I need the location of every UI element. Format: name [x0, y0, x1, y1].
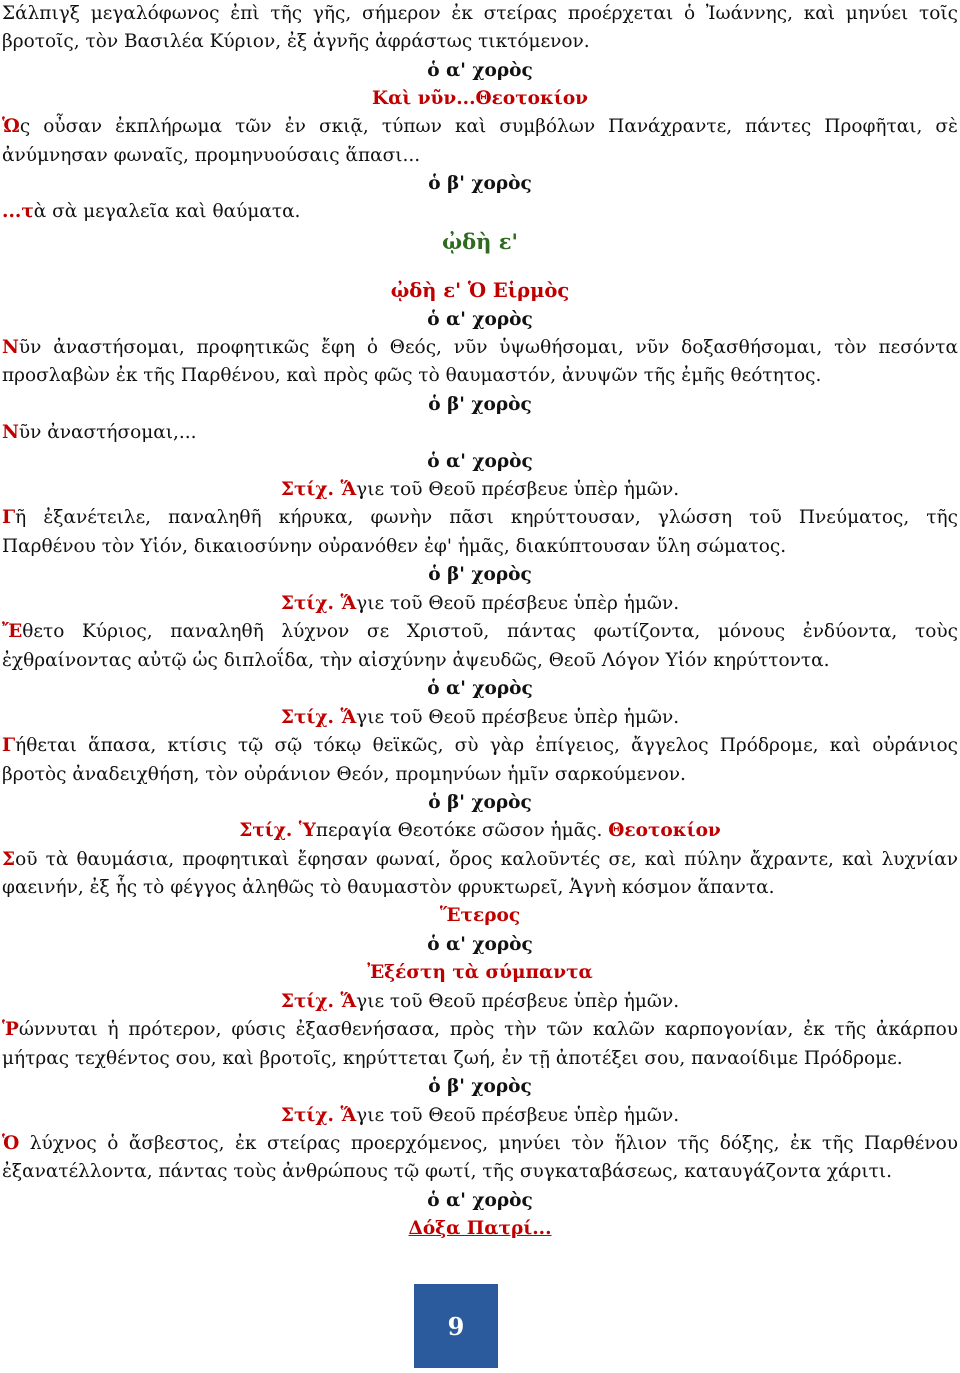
hymn-text: ῦν ἀναστήσομαι, προφητικῶς ἔφη ὁ Θεός, νῦν ὑψωθήσομαι, νῦν δοξασθήσομαι, τὸν πεσόντα: [18, 337, 958, 358]
choir-label: ὁ β' χορὸς: [428, 173, 532, 194]
centered-line: [0, 391, 960, 419]
justified-line: [2, 618, 958, 646]
rubric-text: Ἅ: [340, 1105, 357, 1126]
choir-label: ὁ β' χορὸς: [428, 564, 532, 585]
centered-line: [0, 561, 960, 589]
rubric-text: Ἅ: [340, 991, 357, 1012]
text-line: [2, 28, 960, 56]
rubric-text: Καὶ νῦν...Θεοτοκίον: [371, 88, 589, 109]
rubric-text: Γ: [2, 735, 16, 756]
justified-line: [2, 0, 958, 28]
hymn-text: Σάλπιγξ μεγαλόφωνος ἐπὶ τῆς γῆς, σήμερον ἐκ στείρας προέρχεται ὁ Ἰωάννης, καὶ μηνύει τοῖς: [2, 3, 958, 24]
rubric-text: Δόξα Πατρί...: [408, 1218, 552, 1239]
hymn-text: μήτρας τεχθέντος σου, καὶ βροτοῖς, κηρύττεται ζωή, ἐν τῇ ἀποτέξει σου, παναοίδιμε Πρόδρομε.: [2, 1048, 903, 1069]
centered-line: [0, 590, 960, 618]
rubric-text: Ἔ: [2, 621, 23, 642]
choir-label: ὁ α' χορὸς: [427, 309, 533, 330]
centered-line: [0, 1073, 960, 1101]
centered-line: [0, 85, 960, 113]
rubric-text: Ῥ: [2, 1019, 19, 1040]
rubric-text: Σ: [2, 849, 16, 870]
hymn-text: γιε τοῦ Θεοῦ πρέσβευε ὑπὲρ ἡμῶν.: [356, 479, 680, 500]
text-line: [2, 1045, 960, 1073]
rubric-text: Ὡ: [2, 116, 20, 137]
text-line: [2, 761, 960, 789]
centered-line: [0, 988, 960, 1016]
centered-line: [0, 817, 960, 845]
justified-line: [2, 504, 958, 532]
rubric-text: Ὁ: [2, 1133, 20, 1154]
hymn-text: ἐχθραίνοντας αὐτῷ ὡς διπλοΐδα, τὴν αἰσχύνην ἀψευδῶς, Θεοῦ Λόγον Υἱόν κηρύττοντα.: [2, 650, 830, 671]
text-line: [2, 142, 960, 170]
centered-line: [0, 1187, 960, 1215]
hymn-text: ὰ σὰ μεγαλεῖα καὶ θαύματα.: [33, 201, 301, 222]
hymn-text: ῦν ἀναστήσομαι,...: [18, 422, 197, 443]
rubric-text: Ὑ: [298, 820, 316, 841]
text-line: [2, 874, 960, 902]
justified-line: [2, 1130, 958, 1158]
choir-label: ὁ α' χορὸς: [427, 1190, 533, 1211]
justified-line: [2, 1016, 958, 1044]
hymn-text: βροτοῖς, τὸν Βασιλέα Κύριον, ἐξ ἁγνῆς ἀφράστως τικτόμενον.: [2, 31, 590, 52]
centered-line: [0, 675, 960, 703]
choir-label: ὁ β' χορὸς: [428, 1076, 532, 1097]
text-line: [2, 419, 960, 447]
centered-line: [0, 306, 960, 334]
rubric-text: Στίχ.: [280, 991, 341, 1012]
choir-label: ὁ β' χορὸς: [428, 394, 532, 415]
rubric-text: Στίχ.: [280, 593, 341, 614]
centered-line: [0, 931, 960, 959]
centered-line: [0, 704, 960, 732]
rubric-text: ᾠδὴ ε': [442, 229, 518, 254]
text-line: [2, 198, 960, 226]
centered-line: [0, 448, 960, 476]
hymn-text: ἐξανατέλλοντα, πάντας τοὺς ἀνθρώπους τῷ φωτί, τῆς συγκαταβάσεως, καταυγάζοντα χάριτι.: [2, 1161, 893, 1182]
centered-line: [0, 277, 960, 306]
hymn-text: οῦ τὰ θαυμάσια, προφητικαὶ ἔφησαν φωναί, ὄρος καλοῦντές σε, καὶ πύλην ἄχραντε, καὶ λυχνίαν: [15, 849, 958, 870]
rubric-text: Γ: [2, 507, 16, 528]
choir-label: ὁ α' χορὸς: [427, 934, 533, 955]
rubric-text: τ: [21, 201, 34, 222]
choir-label: ὁ α' χορὸς: [427, 451, 533, 472]
centered-line: [0, 959, 960, 987]
choir-label: ὁ β' χορὸς: [428, 792, 532, 813]
rubric-text: Ἐξέστη τὰ σύμπαντα: [367, 962, 593, 983]
centered-line: [0, 1102, 960, 1130]
hymn-text: ἀνύμνησαν φωναῖς, προμηνυούσαις ἅπασι...: [2, 145, 421, 166]
text-line: [2, 362, 960, 390]
hymn-text: γιε τοῦ Θεοῦ πρέσβευε ὑπὲρ ἡμῶν.: [356, 593, 680, 614]
centered-line: [0, 789, 960, 817]
justified-line: [2, 732, 958, 760]
hymn-text: γιε τοῦ Θεοῦ πρέσβευε ὑπὲρ ἡμῶν.: [356, 991, 680, 1012]
text-line: [2, 1158, 960, 1186]
hymn-text: Παρθένου τὸν Υἱόν, δικαιοσύνην οὐρανόθεν ἐφ' ἡμᾶς, διακύπτουσαν ὕλη σώματος.: [2, 536, 787, 557]
rubric-text: Στίχ.: [280, 479, 341, 500]
hymn-text: φαεινήν, ἐξ ἧς τὸ φέγγος ἀληθῶς τὸ θαυμαστὸν φρυκτωρεῖ, Ἁγνὴ κόσμον ἅπαντα.: [2, 877, 775, 898]
text-line: [2, 647, 960, 675]
justified-line: [2, 846, 958, 874]
rubric-text: Στίχ.: [239, 820, 299, 841]
hymn-text: βροτὸς ἀναδειχθήση, τὸν οὐράνιον Θεόν, προμηνύων ἡμῖν σαρκούμενον.: [2, 764, 686, 785]
rubric-text: Θεοτοκίον: [608, 820, 721, 841]
rubric-text: ᾠδὴ ε' Ὁ Εἱρμὸς: [390, 279, 570, 302]
rubric-text: Ν: [2, 337, 19, 358]
rubric-text: Ἅ: [340, 707, 357, 728]
centered-line: [0, 228, 960, 258]
justified-line: [2, 113, 958, 141]
hymn-text: γιε τοῦ Θεοῦ πρέσβευε ὑπὲρ ἡμῶν.: [356, 707, 680, 728]
centered-line: [0, 57, 960, 85]
rubric-text: Ἕτερος: [439, 905, 521, 926]
rubric-text: ...: [2, 201, 22, 222]
hymn-text: γιε τοῦ Θεοῦ πρέσβευε ὑπὲρ ἡμῶν.: [356, 1105, 680, 1126]
choir-label: ὁ α' χορὸς: [427, 678, 533, 699]
hymn-text: ῆ ἐξανέτειλε, παναληθῆ κήρυκα, φωνὴν πᾶσι κηρύττουσαν, γλώσση τοῦ Πνεύματος, τῆς: [15, 507, 958, 528]
centered-line: [0, 1215, 960, 1243]
text-line: [2, 533, 960, 561]
hymn-text: λύχνος ὁ ἄσβεστος, ἐκ στείρας προερχόμενος, μηνύει τὸν ἥλιον τῆς δόξης, ἐκ τῆς Παρθένου: [19, 1133, 958, 1154]
hymn-text: ς οὖσαν ἐκπλήρωμα τῶν ἐν σκιᾷ, τύπων καὶ συμβόλων Πανάχραντε, πάντες Προφῆται, σὲ: [19, 116, 958, 137]
choir-label: ὁ α' χορὸς: [427, 60, 533, 81]
hymn-text: θετο Κύριος, παναληθῆ λύχνον σε Χριστοῦ, πάντας φωτίζοντα, μόνους ἐνδύοντα, τοὺς: [22, 621, 958, 642]
rubric-text: Στίχ.: [280, 1105, 341, 1126]
page-number-badge: 9: [414, 1284, 498, 1368]
rubric-text: Ἅ: [340, 479, 357, 500]
hymn-text: ήθεται ἅπασα, κτίσις τῷ σῷ τόκῳ θεϊκῶς, σὺ γὰρ ἐπίγειος, ἄγγελος Πρόδρομε, καὶ οὐράνιος: [15, 735, 958, 756]
hymn-text: ώννυται ἡ πρότερον, φύσις ἐξασθενήσασα, πρὸς τὴν τῶν καλῶν καρπογονίαν, ἐκ τῆς ἀκάρπου: [18, 1019, 958, 1040]
centered-line: [0, 902, 960, 930]
rubric-text: Στίχ.: [280, 707, 341, 728]
hymn-text: προσλαβὼν ἐκ τῆς Παρθένου, καὶ πρὸς φῶς τὸ θαυμαστόν, ἀνυψῶν τῆς ἐμῆς θεότητος.: [2, 365, 822, 386]
rubric-text: Ἅ: [340, 593, 357, 614]
centered-line: [0, 170, 960, 198]
hymn-text: περαγία Θεοτόκε σῶσον ἡμᾶς.: [315, 820, 609, 841]
rubric-text: Ν: [2, 422, 19, 443]
justified-line: [2, 334, 958, 362]
centered-line: [0, 476, 960, 504]
